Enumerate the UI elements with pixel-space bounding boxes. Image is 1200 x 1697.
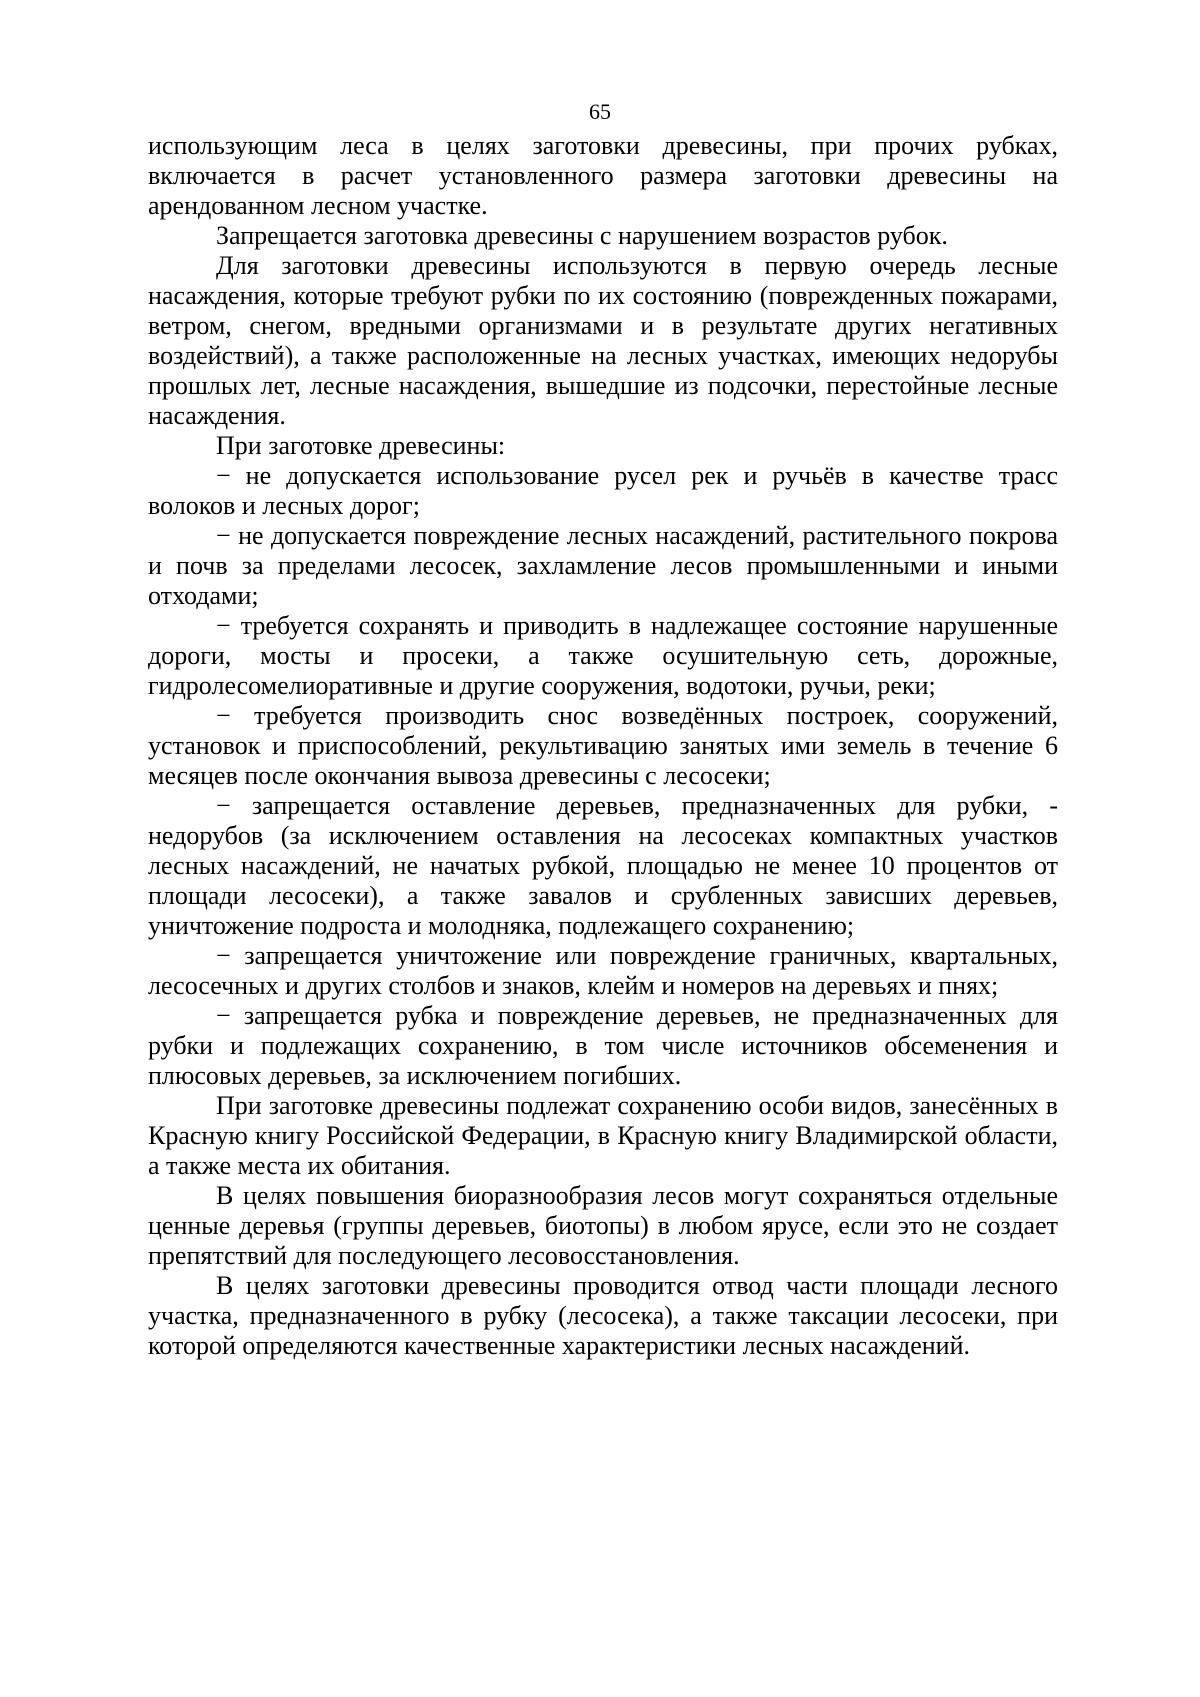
- list-item: − запрещается рубка и повреждение деревьев, не предназначенных для рубки и подлежащих сохранению, в том числе источников обсеменения и плюсовых деревьев, за исключением погибших.: [148, 1001, 1058, 1090]
- page-number: 65: [589, 99, 611, 124]
- paragraph: Запрещается заготовка древесины с нарушением возрастов рубок.: [216, 221, 948, 250]
- list-item: − не допускается использование русел рек и ручьёв в качестве трасс волоков и лесных дорог;: [148, 461, 1058, 520]
- list-item: − запрещается оставление деревьев, предназначенных для рубки, - недорубов (за исключением оставления на лесосеках компактных участков лесных насаждений, не начатых рубкой, площадью не менее 10 процентов от площади лесосеки), а также завалов и срубленных зависших деревьев, уничтожение подроста и молодняка, подлежащего сохранению;: [148, 791, 1058, 940]
- paragraph: Для заготовки древесины используются в первую очередь лесные насаждения, которые требуют рубки по их состоянию (поврежденных пожарами, ветром, снегом, вредными организмами и в результате других негативных воздействий), а также расположенные на лесных участках, имеющих недорубы прошлых лет, лесные насаждения, вышедшие из подсочки, перестойные лесные насаждения.: [148, 251, 1058, 430]
- paragraph: В целях заготовки древесины проводится отвод части площади лесного участка, предназначенного в рубку (лесосека), а также таксации лесосеки, при которой определяются качественные характеристики лесных насаждений.: [148, 1271, 1058, 1360]
- list-item: − требуется производить снос возведённых построек, сооружений, установок и приспособлений, рекультивацию занятых ими земель в течение 6 месяцев после окончания вывоза древесины с лесосеки;: [148, 701, 1058, 790]
- list-item: − требуется сохранять и приводить в надлежащее состояние нарушенные дороги, мосты и просеки, а также осушительную сеть, дорожные, гидролесомелиоративные и другие сооружения, водотоки, ручьи, реки;: [148, 611, 1058, 700]
- document-body: [148, 131, 1058, 1361]
- paragraph-continuation: использующим леса в целях заготовки древесины, при прочих рубках, включается в расчет установленного размера заготовки древесины на арендованном лесном участке.: [148, 131, 1058, 220]
- list-item: − не допускается повреждение лесных насаждений, растительного покрова и почв за пределами лесосек, захламление лесов промышленными и иными отходами;: [148, 521, 1058, 610]
- paragraph: В целях повышения биоразнообразия лесов могут сохраняться отдельные ценные деревья (группы деревьев, биотопы) в любом ярусе, если это не создает препятствий для последующего лесовосстановления.: [148, 1181, 1058, 1270]
- paragraph: При заготовке древесины:: [216, 431, 506, 460]
- list-item: − запрещается уничтожение или повреждение граничных, квартальных, лесосечных и других столбов и знаков, клейм и номеров на деревьях и пнях;: [148, 941, 1058, 1000]
- paragraph: При заготовке древесины подлежат сохранению особи видов, занесённых в Красную книгу Российской Федерации, в Красную книгу Владимирской области, а также места их обитания.: [148, 1091, 1058, 1180]
